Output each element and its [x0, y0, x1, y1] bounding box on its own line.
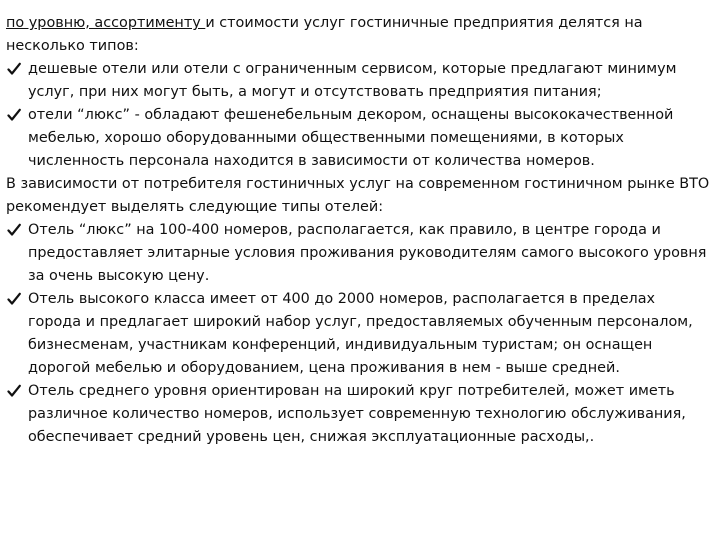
check-icon: [7, 292, 21, 306]
check-icon: [7, 384, 21, 398]
list-item-text: Отель “люкс” на 100-400 номеров, располагается, как правило, в центре города и предоставляет элитарные условия проживания руководителям самого высокого уровня за очень высокую цену.: [28, 222, 707, 284]
check-icon: [7, 108, 21, 122]
list-item: [6, 219, 712, 288]
intro-underlined-text: по уровню, ассортименту: [6, 15, 206, 31]
wto-list: [6, 219, 712, 449]
list-item: [6, 104, 712, 173]
list-item-text: Отель среднего уровня ориентирован на широкий круг потребителей, может иметь различное количество номеров, использует современную технологию обслуживания, обеспечивает средний уровень цен, снижая эксплуатационные расходы,.: [28, 383, 686, 445]
list-item: [6, 58, 712, 104]
wto-paragraph: В зависимости от потребителя гостиничных услуг на современном гостиничном рынке ВТО рекомендует выделять следующие типы отелей:: [6, 176, 710, 215]
intro-paragraph: [6, 12, 712, 58]
check-icon: [7, 223, 21, 237]
check-icon: [7, 62, 21, 76]
list-item-text: дешевые отели или отели с ограниченным сервисом, которые предлагают минимум услуг, при них могут быть, а могут и отсутствовать предприятия питания;: [28, 61, 677, 100]
list-item-text: Отель высокого класса имеет от 400 до 2000 номеров, располагается в пределах города и предлагает широкий набор услуг, предоставляемых обученным персоналом, бизнесменам, участникам конференций, индивидуальным туристам; он оснащен дорогой мебелью и оборудованием, цена проживания в нем - выше средней.: [28, 291, 693, 376]
list-item-text: отели “люкс” - обладают фешенебельным декором, оснащены высококачественной мебелью, хорошо оборудованными общественными помещениями, в которых численность персонала находится в зависимости от количества номеров.: [28, 107, 674, 169]
list-item: [6, 380, 712, 449]
list-item: [6, 288, 712, 380]
types-list: [6, 58, 712, 173]
intro-text: и стоимости услуг гостиничные предприятия делятся на несколько типов:: [6, 15, 643, 54]
